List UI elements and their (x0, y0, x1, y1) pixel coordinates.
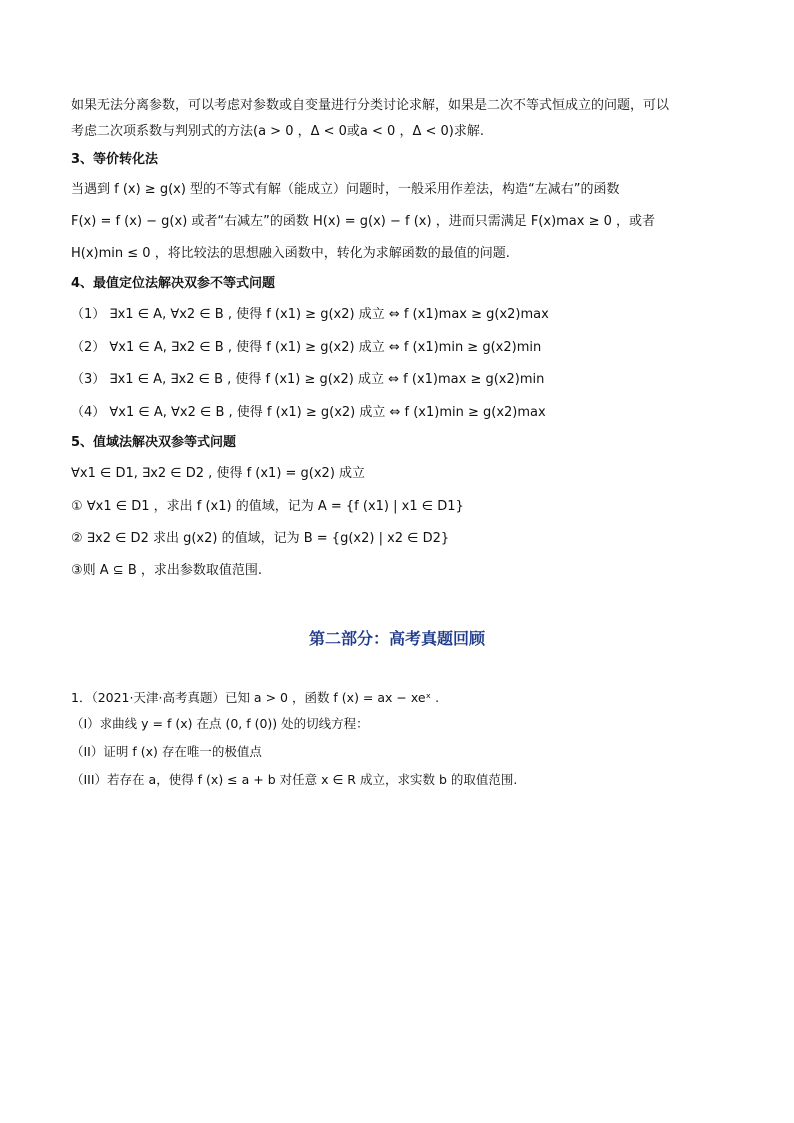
paragraph-3-line2: F(x) = f (x) − g(x) 或者“右减左”的函数 H(x) = g(x) − f (x) ，进而只需满足 F(x)max ≥ 0 ，或者 (71, 214, 656, 229)
paragraph-5-line1: ∀x1 ∈ D1, ∃x2 ∈ D2 , 使得 f (x1) = g(x2) 成立 (71, 466, 366, 481)
part-two-title: 第二部分：高考真题回顾 (308, 629, 485, 648)
question-1-part-ii: （II）证明 f (x) 存在唯一的极值点 (71, 744, 262, 759)
paragraph-5-step1: ① ∀x1 ∈ D1 ，求出 f (x1) 的值域，记为 A = {f (x1) | x1 ∈ D1} (71, 499, 464, 514)
rule-2: （2） ∀x1 ∈ A, ∃x2 ∈ B , 使得 f (x1) ≥ g(x2) 成立 ⇔ f (x1)min ≥ g(x2)min (71, 340, 542, 355)
rule-3: （3） ∃x1 ∈ A, ∃x2 ∈ B , 使得 f (x1) ≥ g(x2) 成立 ⇔ f (x1)max ≥ g(x2)min (71, 372, 545, 387)
question-1-part-i: （I）求曲线 y = f (x) 在点 (0, f (0)) 处的切线方程： (71, 716, 369, 731)
heading-extreme-value-method: 4、最值定位法解决双参不等式问题 (71, 276, 276, 291)
rule-1: （1） ∃x1 ∈ A, ∀x2 ∈ B , 使得 f (x1) ≥ g(x2) 成立 ⇔ f (x1)max ≥ g(x2)max (71, 307, 549, 322)
rule-4: （4） ∀x1 ∈ A, ∀x2 ∈ B , 使得 f (x1) ≥ g(x2) 成立 ⇔ f (x1)min ≥ g(x2)max (71, 405, 546, 420)
heading-equivalent-transform: 3、等价转化法 (71, 152, 159, 167)
question-1-header: 1．（2021·天津·高考真题）已知 a > 0 ，函数 f (x) = ax − xeˣ . (71, 690, 440, 705)
heading-range-method: 5、值域法解决双参等式问题 (71, 435, 237, 450)
paragraph-intro-line1: 如果无法分离参数，可以考虑对参数或自变量进行分类讨论求解，如果是二次不等式恒成立的问题，可以 (71, 98, 670, 113)
question-1-part-iii: （III）若存在 a，使得 f (x) ≤ a + b 对任意 x ∈ R 成立，求实数 b 的取值范围. (71, 772, 518, 787)
paragraph-3-line3: H(x)min ≤ 0 ，将比较法的思想融入函数中，转化为求解函数的最值的问题. (71, 246, 510, 261)
paragraph-5-step2: ② ∃x2 ∈ D2 求出 g(x2) 的值域，记为 B = {g(x2) | x2 ∈ D2} (71, 531, 450, 546)
paragraph-3-line1: 当遇到 f (x) ≥ g(x) 型的不等式有解（能成立）问题时，一般采用作差法，构造“左减右”的函数 (71, 182, 620, 197)
paragraph-5-step3: ③则 A ⊆ B ，求出参数取值范围. (71, 563, 263, 578)
paragraph-intro-line2: 考虑二次项系数与判别式的方法(a > 0 ，Δ < 0或a < 0 ，Δ < 0)求解. (71, 124, 484, 139)
